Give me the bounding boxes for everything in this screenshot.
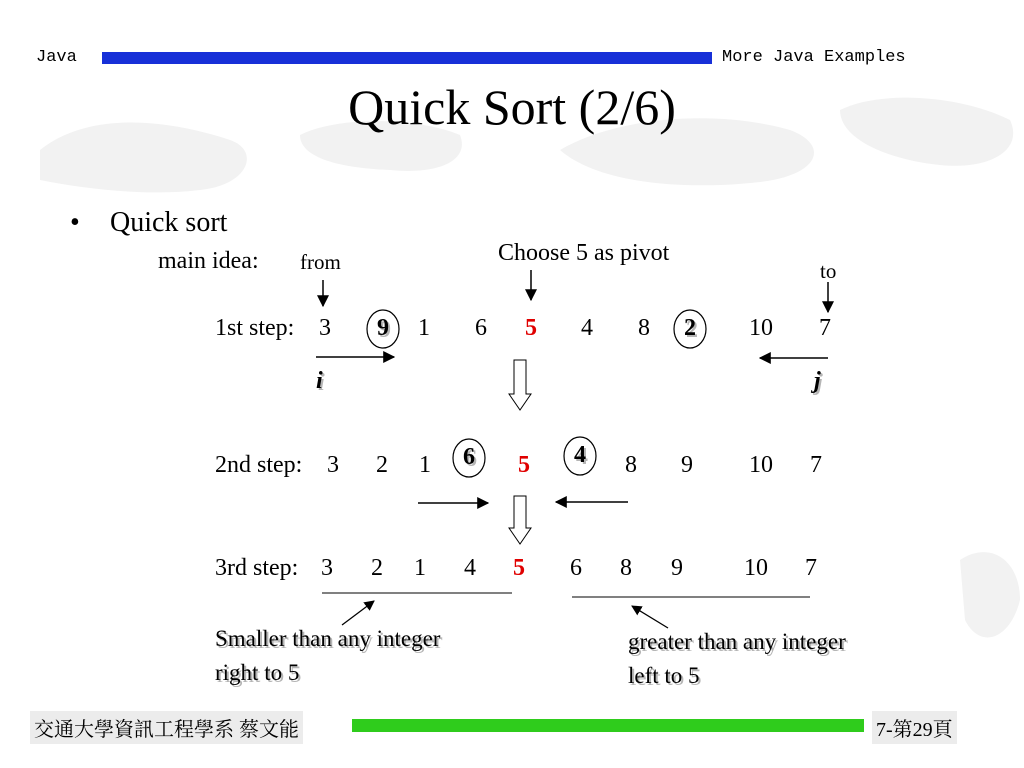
step2-value: 8 — [625, 452, 637, 478]
step3-value: 4 — [464, 555, 476, 581]
from-label: from — [300, 250, 341, 274]
step1-value: 3 — [319, 315, 331, 341]
step1-value: 10 — [749, 315, 773, 341]
step2-value: 2 — [376, 452, 388, 478]
header-right-label: More Java Examples — [722, 48, 906, 67]
slide-title: Quick Sort (2/6) — [348, 79, 676, 135]
footer-bar — [352, 719, 864, 732]
bullet-dot: • — [70, 207, 80, 238]
step3-value: 2 — [371, 555, 383, 581]
footer-page-number: 7-第29頁 — [872, 711, 957, 744]
left-note-line2: right to 5 — [215, 660, 300, 685]
step2-value: 10 — [749, 452, 773, 478]
step3-value: 6 — [570, 555, 582, 581]
step2-label: 2nd step: — [215, 452, 303, 478]
step2-value: 9 — [681, 452, 693, 478]
step1-label: 1st step: — [215, 315, 295, 341]
step1-value: 8 — [638, 315, 650, 341]
j-label: j — [814, 368, 821, 394]
i-label: i — [316, 368, 323, 394]
step2-value: 7 — [810, 452, 822, 478]
step2-value: 1 — [419, 452, 431, 478]
left-note-line1: Smaller than any integer — [215, 626, 441, 651]
step1-value: 7 — [819, 315, 831, 341]
right-note-line2: left to 5 — [628, 663, 700, 688]
step1-value: 9 — [377, 315, 389, 341]
step3-value: 10 — [744, 555, 768, 581]
bullet-text: Quick sort — [110, 207, 228, 238]
step1-value: 1 — [418, 315, 430, 341]
step3-value: 1 — [414, 555, 426, 581]
main-idea-label: main idea: — [158, 248, 259, 274]
header-left-label: Java — [36, 48, 77, 67]
step2-value: 6 — [463, 444, 475, 470]
left-note — [215, 622, 440, 690]
step2-value: 3 — [327, 452, 339, 478]
to-label: to — [820, 259, 837, 283]
step2-pivot: 5 — [518, 452, 530, 478]
step3-value: 7 — [805, 555, 817, 581]
step1-value: 6 — [475, 315, 487, 341]
right-note — [628, 625, 846, 693]
step3-value: 8 — [620, 555, 632, 581]
footer-department: 交通大學資訊工程學系 蔡文能 — [30, 711, 303, 744]
block-down-arrow-1 — [509, 360, 531, 410]
step3-value: 9 — [671, 555, 683, 581]
step1-pivot: 5 — [525, 315, 537, 341]
step3-value: 3 — [321, 555, 333, 581]
step1-value: 4 — [581, 315, 593, 341]
step1-value: 2 — [684, 315, 696, 341]
right-note-line1: greater than any integer — [628, 629, 846, 654]
pivot-note: Choose 5 as pivot — [498, 240, 670, 266]
step3-pivot: 5 — [513, 555, 525, 581]
step3-label: 3rd step: — [215, 555, 299, 581]
step2-value: 4 — [574, 442, 586, 468]
block-down-arrow-2 — [509, 496, 531, 544]
